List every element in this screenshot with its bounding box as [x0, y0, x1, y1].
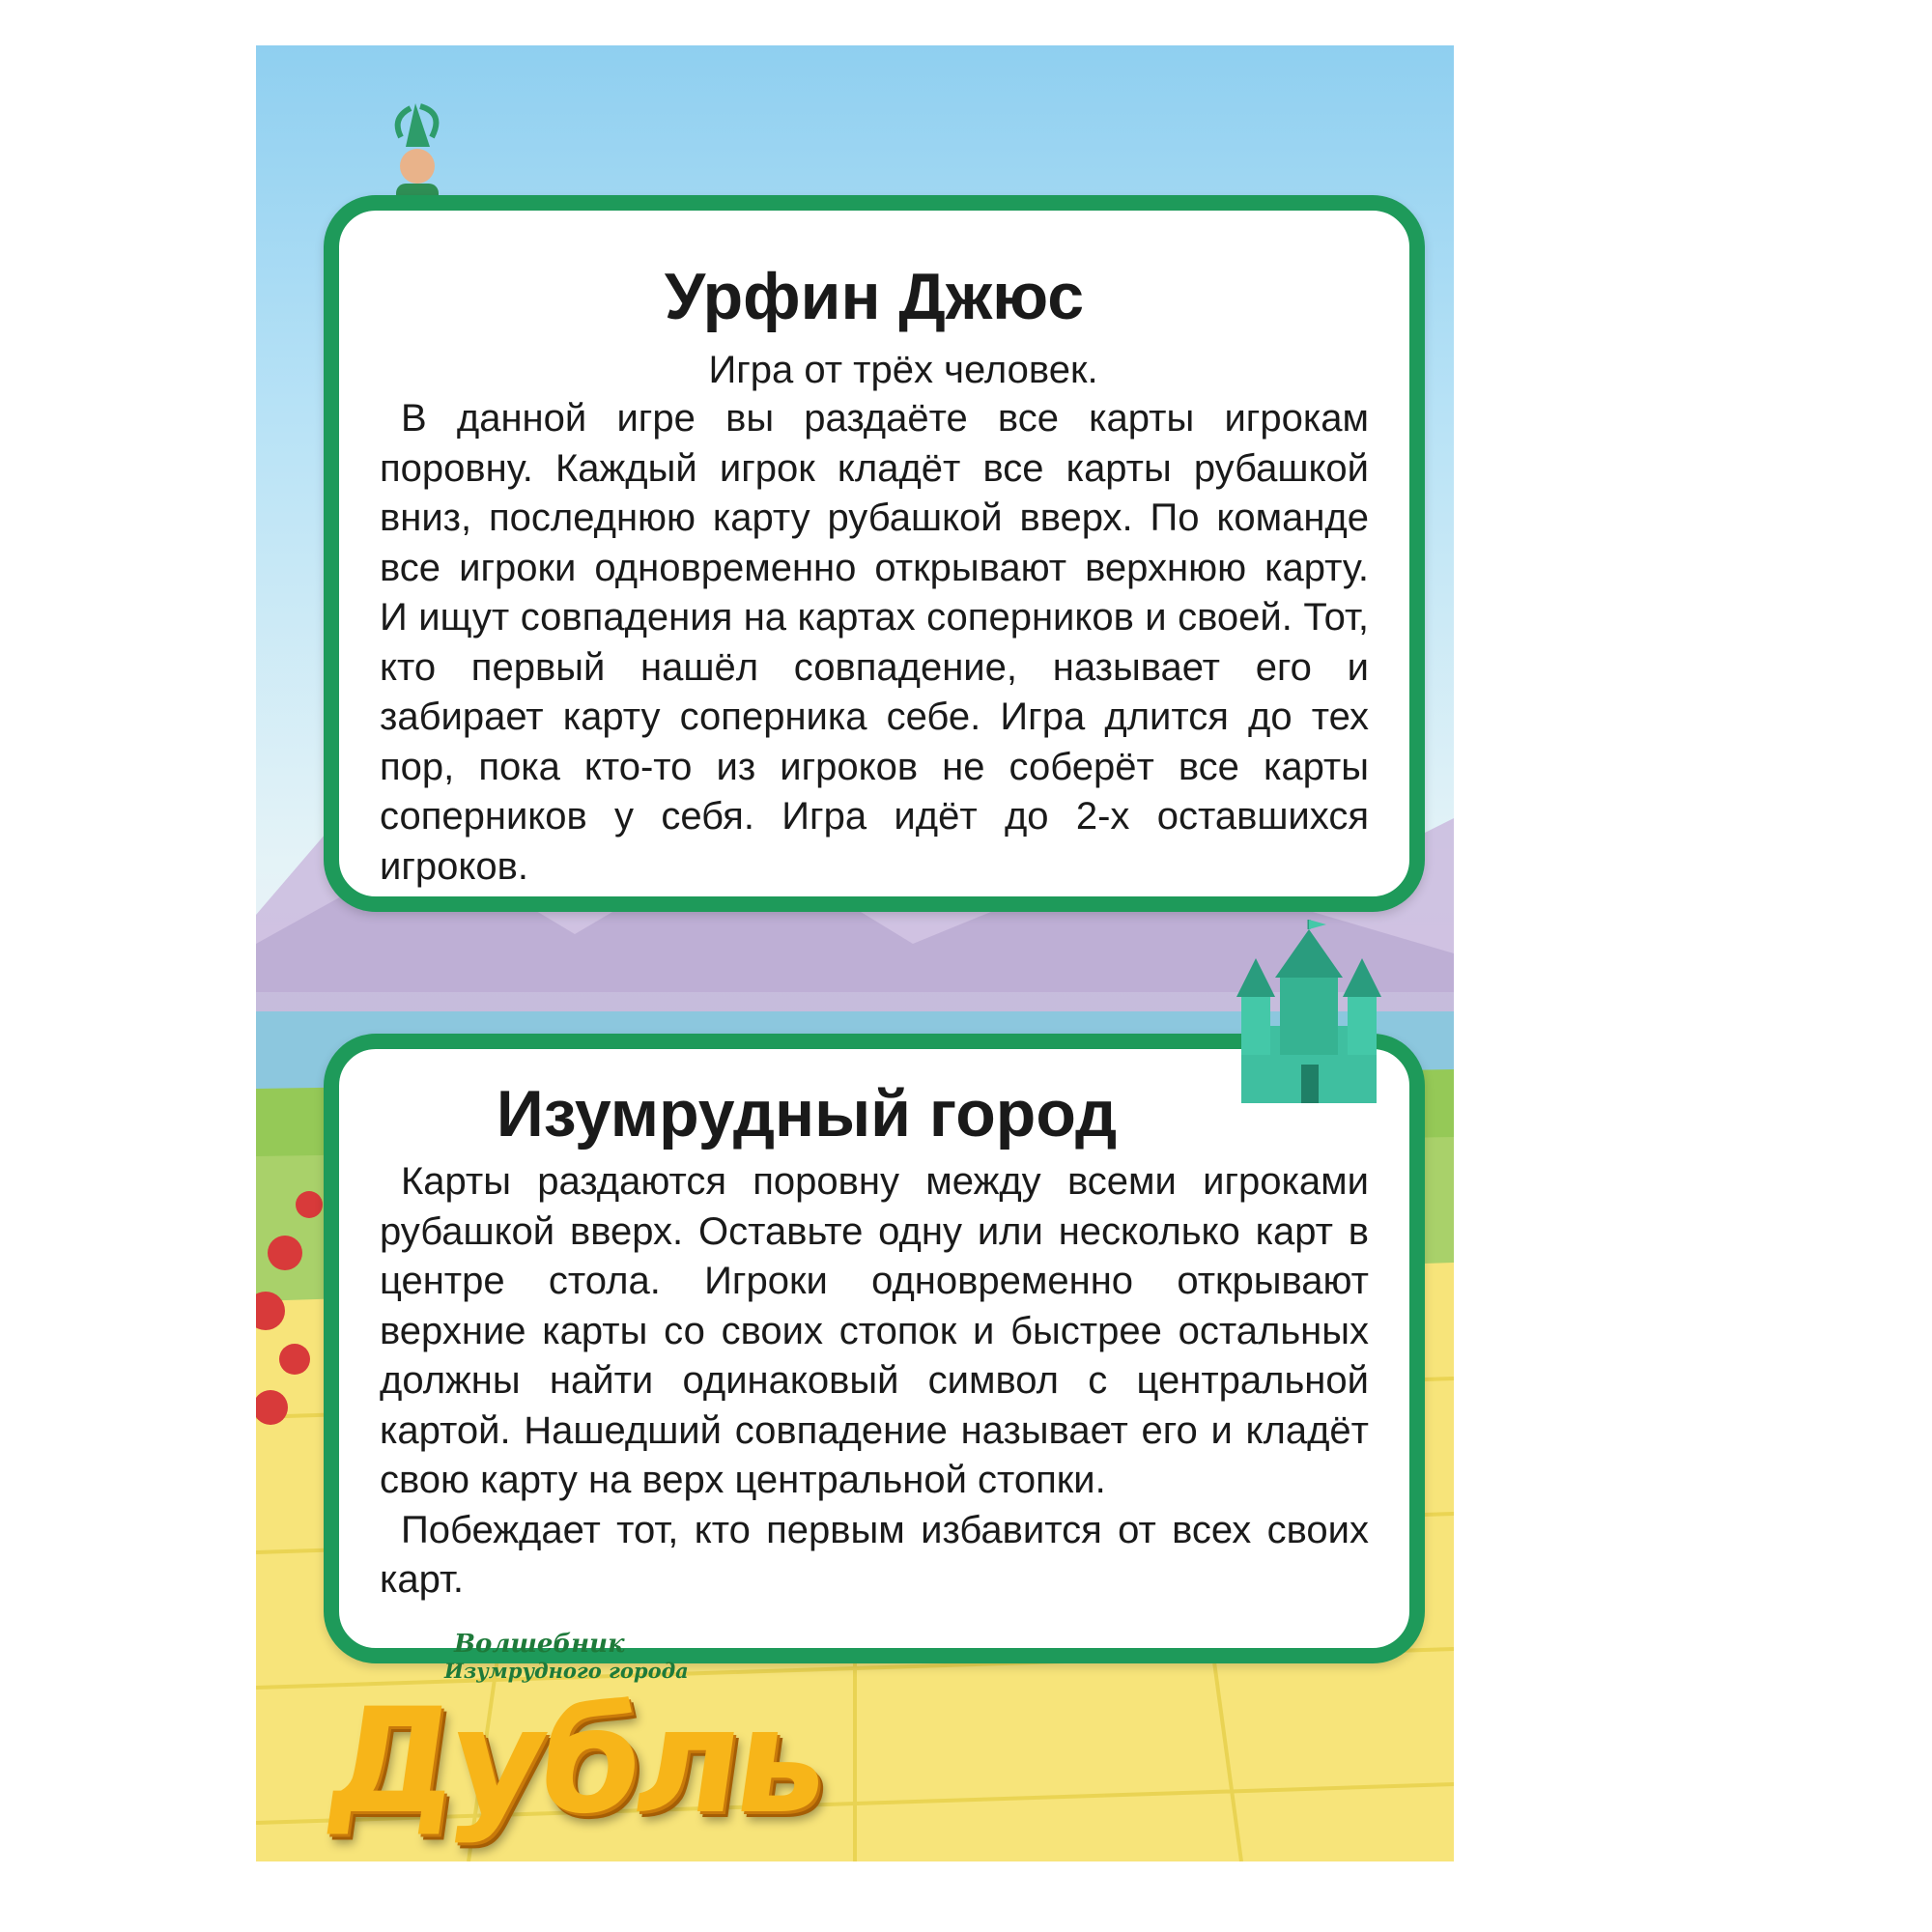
emerald-castle-icon [1222, 920, 1396, 1113]
logo-line1: Волшебник [454, 1630, 625, 1659]
section-body-paragraph: В данной игре вы раздаёте все карты игрокам поровну. Каждый игрок кладёт все карты рубашкой вниз, последнюю карту рубашкой вверх. По команде все игроки одновременно открывают верхнюю карту. И ищут совпадения на картах соперников и своей. Тот, кто первый нашёл совпадение, называет его и забирает карту соперника себе. Игра длится до тех пор, пока кто-то из игроков не соберёт все карты соперников у себя. Игра идёт до 2-х оставшихся игроков. [380, 397, 1369, 888]
section-title: Изумрудный город [496, 1077, 1118, 1151]
section-body [380, 1157, 1369, 1605]
section-subtitle: Игра от трёх человек. [708, 349, 1098, 391]
game-logo [316, 1630, 835, 1852]
rules-panel-urfin [324, 195, 1425, 912]
section-body-paragraph: Карты раздаются поровну между всеми игроками рубашкой вверх. Оставьте одну или несколько карт в центре стола. Игроки одновременно открывают верхние карты со своих стопок и быстрее остальных должны найти одинаковый символ с центральной картой. Нашедший совпадение называет его и кладёт свою карту на верх центральной стопки. [380, 1160, 1369, 1501]
section-title: Урфин Джюс [664, 260, 1085, 333]
section-body-paragraph: Побеждает тот, кто первым избавится от всех своих карт. [380, 1508, 1369, 1601]
logo-main: Дубль [316, 1678, 835, 1846]
rules-card [256, 45, 1454, 1861]
rules-panel-emerald-city [324, 1034, 1425, 1663]
section-body [380, 394, 1369, 892]
logo-line2: Изумрудного города [444, 1659, 689, 1683]
